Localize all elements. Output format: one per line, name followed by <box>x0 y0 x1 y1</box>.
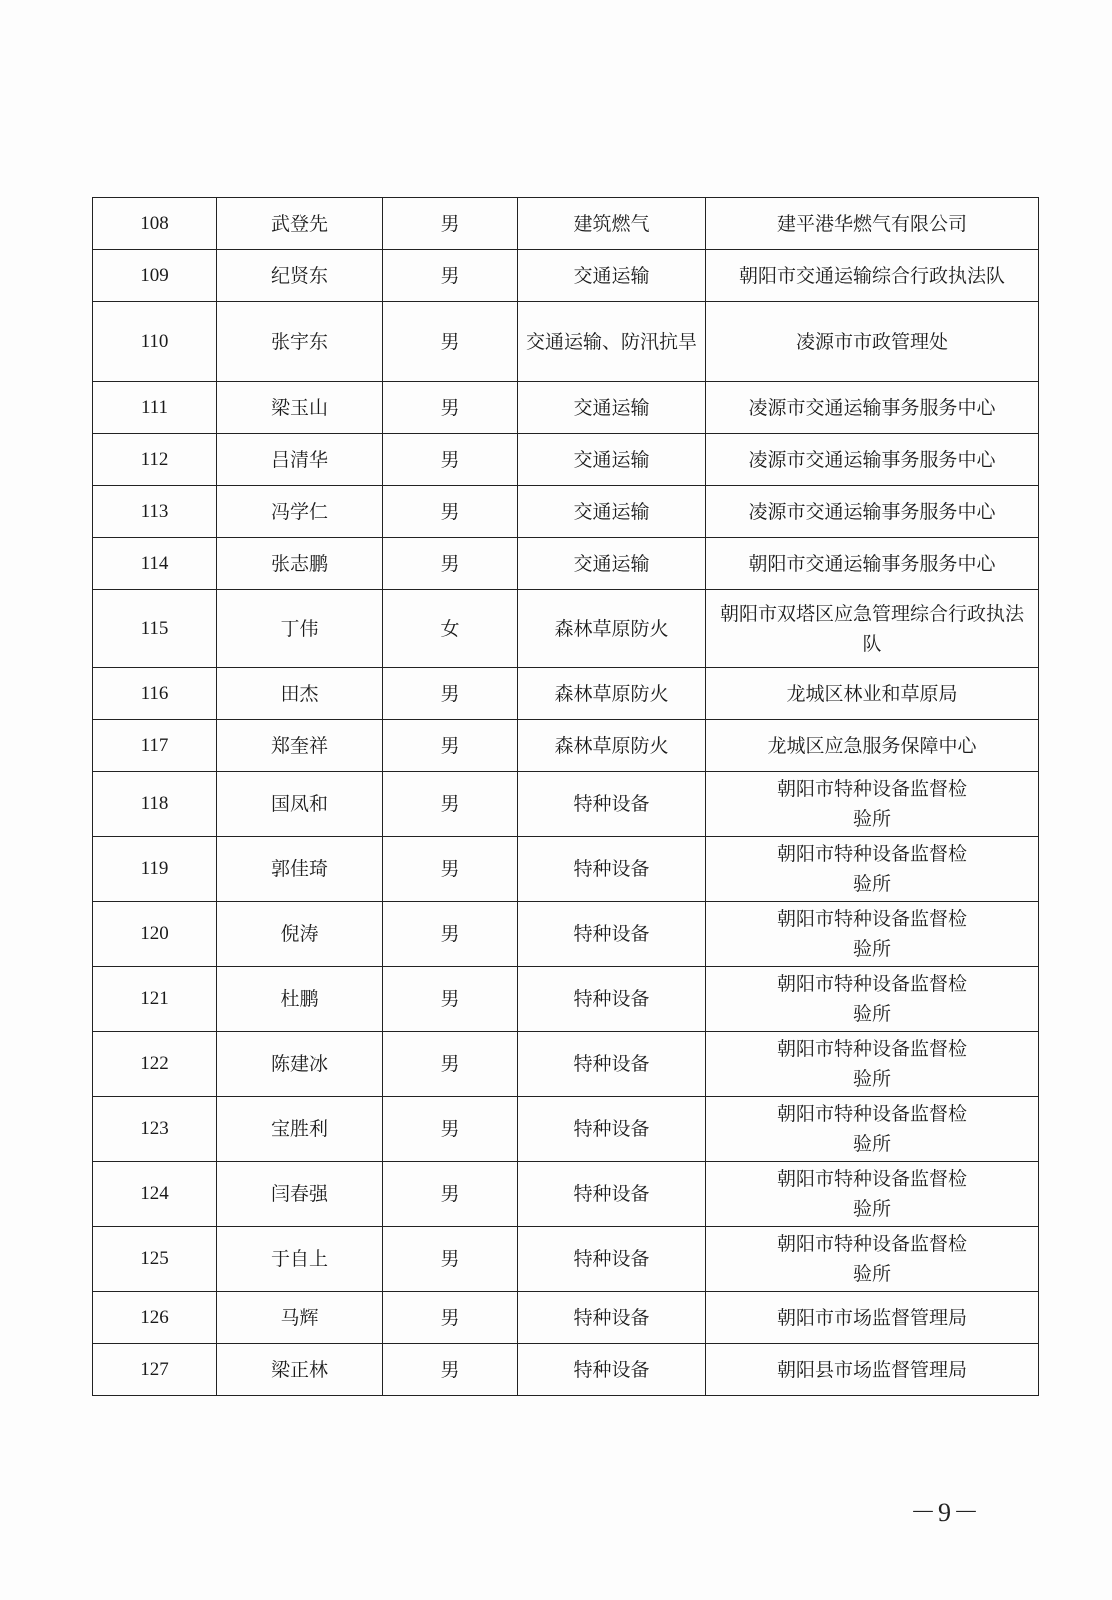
person-gender: 男 <box>383 967 518 1032</box>
row-number: 121 <box>93 967 217 1032</box>
row-number: 119 <box>93 837 217 902</box>
person-gender: 男 <box>383 902 518 967</box>
table-row <box>93 250 1039 302</box>
row-number: 108 <box>93 198 217 250</box>
expert-field: 交通运输、防汛抗旱 <box>518 302 706 382</box>
row-number: 116 <box>93 668 217 720</box>
person-name: 倪涛 <box>217 902 383 967</box>
work-unit: 朝阳市交通运输事务服务中心 <box>706 538 1039 590</box>
work-unit: 凌源市交通运输事务服务中心 <box>706 486 1039 538</box>
row-number: 118 <box>93 772 217 837</box>
person-name: 田杰 <box>217 668 383 720</box>
person-name: 丁伟 <box>217 590 383 668</box>
person-name: 吕清华 <box>217 434 383 486</box>
person-name: 冯学仁 <box>217 486 383 538</box>
table-row <box>93 837 1039 902</box>
person-gender: 男 <box>383 250 518 302</box>
person-gender: 男 <box>383 486 518 538</box>
person-name: 梁玉山 <box>217 382 383 434</box>
expert-field: 特种设备 <box>518 1292 706 1344</box>
row-number: 111 <box>93 382 217 434</box>
expert-field: 特种设备 <box>518 1097 706 1162</box>
row-number: 126 <box>93 1292 217 1344</box>
person-gender: 男 <box>383 1162 518 1227</box>
table-row <box>93 1344 1039 1396</box>
person-gender: 男 <box>383 382 518 434</box>
expert-field: 交通运输 <box>518 250 706 302</box>
expert-field: 森林草原防火 <box>518 720 706 772</box>
work-unit: 建平港华燃气有限公司 <box>706 198 1039 250</box>
person-name: 张宇东 <box>217 302 383 382</box>
person-gender: 男 <box>383 434 518 486</box>
person-gender: 男 <box>383 668 518 720</box>
expert-field: 特种设备 <box>518 967 706 1032</box>
work-unit: 龙城区应急服务保障中心 <box>706 720 1039 772</box>
expert-field: 特种设备 <box>518 1344 706 1396</box>
row-number: 122 <box>93 1032 217 1097</box>
table-row <box>93 486 1039 538</box>
person-gender: 男 <box>383 1292 518 1344</box>
table-row <box>93 902 1039 967</box>
work-unit: 凌源市交通运输事务服务中心 <box>706 382 1039 434</box>
table-row <box>93 198 1039 250</box>
work-unit: 朝阳市特种设备监督检验所 <box>706 902 1039 967</box>
expert-field: 森林草原防火 <box>518 668 706 720</box>
work-unit: 朝阳市特种设备监督检验所 <box>706 967 1039 1032</box>
person-gender: 男 <box>383 198 518 250</box>
person-name: 郭佳琦 <box>217 837 383 902</box>
table-row <box>93 1162 1039 1227</box>
personnel-table <box>92 197 1039 1396</box>
person-name: 郑奎祥 <box>217 720 383 772</box>
person-gender: 男 <box>383 1097 518 1162</box>
person-name: 马辉 <box>217 1292 383 1344</box>
person-name: 陈建冰 <box>217 1032 383 1097</box>
expert-field: 交通运输 <box>518 486 706 538</box>
expert-field: 特种设备 <box>518 902 706 967</box>
work-unit: 朝阳市特种设备监督检验所 <box>706 1032 1039 1097</box>
person-name: 国凤和 <box>217 772 383 837</box>
row-number: 115 <box>93 590 217 668</box>
row-number: 109 <box>93 250 217 302</box>
table-row <box>93 1032 1039 1097</box>
table-row <box>93 720 1039 772</box>
expert-field: 森林草原防火 <box>518 590 706 668</box>
table-row <box>93 302 1039 382</box>
expert-field: 交通运输 <box>518 538 706 590</box>
person-name: 于自上 <box>217 1227 383 1292</box>
table-row <box>93 1097 1039 1162</box>
row-number: 120 <box>93 902 217 967</box>
table-row <box>93 538 1039 590</box>
table-row <box>93 772 1039 837</box>
table-row <box>93 967 1039 1032</box>
work-unit: 龙城区林业和草原局 <box>706 668 1039 720</box>
person-name: 纪贤东 <box>217 250 383 302</box>
expert-field: 特种设备 <box>518 772 706 837</box>
work-unit: 朝阳县市场监督管理局 <box>706 1344 1039 1396</box>
table-row <box>93 1292 1039 1344</box>
work-unit: 朝阳市交通运输综合行政执法队 <box>706 250 1039 302</box>
expert-field: 建筑燃气 <box>518 198 706 250</box>
work-unit: 凌源市市政管理处 <box>706 302 1039 382</box>
person-gender: 男 <box>383 1344 518 1396</box>
personnel-table-body <box>93 198 1039 1396</box>
table-row <box>93 434 1039 486</box>
table-row <box>93 590 1039 668</box>
row-number: 127 <box>93 1344 217 1396</box>
expert-field: 特种设备 <box>518 1032 706 1097</box>
work-unit: 朝阳市特种设备监督检验所 <box>706 1097 1039 1162</box>
work-unit: 凌源市交通运输事务服务中心 <box>706 434 1039 486</box>
person-gender: 男 <box>383 1227 518 1292</box>
person-name: 杜鹏 <box>217 967 383 1032</box>
row-number: 114 <box>93 538 217 590</box>
work-unit: 朝阳市特种设备监督检验所 <box>706 837 1039 902</box>
expert-field: 特种设备 <box>518 837 706 902</box>
expert-field: 特种设备 <box>518 1227 706 1292</box>
expert-field: 交通运输 <box>518 434 706 486</box>
work-unit: 朝阳市特种设备监督检验所 <box>706 1162 1039 1227</box>
person-name: 武登先 <box>217 198 383 250</box>
expert-field: 交通运输 <box>518 382 706 434</box>
row-number: 113 <box>93 486 217 538</box>
row-number: 110 <box>93 302 217 382</box>
person-gender: 男 <box>383 720 518 772</box>
row-number: 117 <box>93 720 217 772</box>
person-name: 梁正林 <box>217 1344 383 1396</box>
work-unit: 朝阳市市场监督管理局 <box>706 1292 1039 1344</box>
person-name: 闫春强 <box>217 1162 383 1227</box>
page-number: －9－ <box>910 1498 982 1527</box>
person-gender: 男 <box>383 772 518 837</box>
person-name: 宝胜利 <box>217 1097 383 1162</box>
work-unit: 朝阳市双塔区应急管理综合行政执法队 <box>706 590 1039 668</box>
expert-field: 特种设备 <box>518 1162 706 1227</box>
work-unit: 朝阳市特种设备监督检验所 <box>706 1227 1039 1292</box>
row-number: 112 <box>93 434 217 486</box>
person-gender: 男 <box>383 538 518 590</box>
row-number: 124 <box>93 1162 217 1227</box>
person-name: 张志鹏 <box>217 538 383 590</box>
person-gender: 女 <box>383 590 518 668</box>
person-gender: 男 <box>383 1032 518 1097</box>
table-row <box>93 1227 1039 1292</box>
person-gender: 男 <box>383 302 518 382</box>
row-number: 125 <box>93 1227 217 1292</box>
table-row <box>93 668 1039 720</box>
row-number: 123 <box>93 1097 217 1162</box>
work-unit: 朝阳市特种设备监督检验所 <box>706 772 1039 837</box>
table-row <box>93 382 1039 434</box>
person-gender: 男 <box>383 837 518 902</box>
